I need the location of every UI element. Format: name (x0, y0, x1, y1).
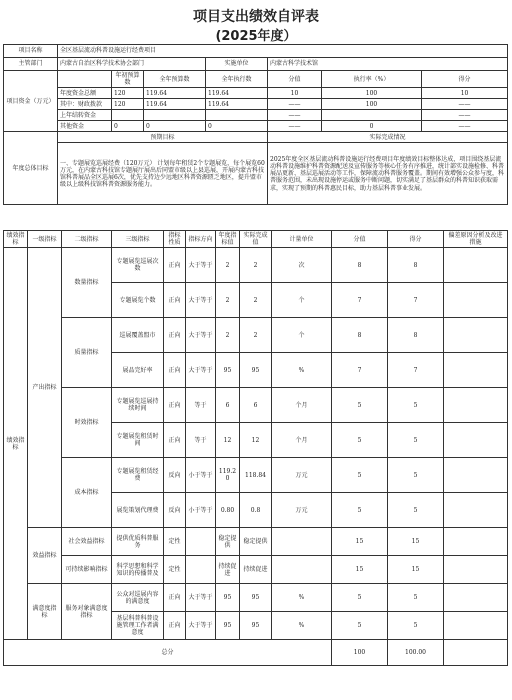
total-got: 100.00 (388, 640, 444, 666)
indicator-name: 专题展览个数 (112, 283, 164, 318)
indicator-got: 5 (388, 612, 444, 640)
indicator-name: 展览策划代理费 (112, 493, 164, 528)
indicator-reason (444, 423, 508, 458)
indicator-target: 稳定提供 (216, 528, 240, 556)
fund-cell: —— (268, 99, 322, 110)
col-lvl2: 二级指标 (62, 231, 112, 248)
indicator-nature: 正向 (164, 388, 186, 423)
indicator-direction: 大于等于 (186, 248, 216, 283)
indicator-reason (444, 493, 508, 528)
indicator-reason (444, 283, 508, 318)
col-full-exec: 全年执行数 (206, 71, 268, 88)
cat-perf: 绩效指标 (4, 248, 28, 640)
indicator-nature: 定性 (164, 556, 186, 584)
col-direction: 指标方向 (186, 231, 216, 248)
indicator-done: 2 (240, 283, 272, 318)
fund-cell: 10 (422, 88, 508, 99)
cat1-output: 产出指标 (28, 248, 62, 528)
indicator-nature: 正向 (164, 584, 186, 612)
label-project-name: 项目名称 (4, 45, 58, 58)
indicator-reason (444, 248, 508, 283)
indicator-nature: 正向 (164, 353, 186, 388)
cat2-time: 时效指标 (62, 388, 112, 458)
indicator-got: 7 (388, 353, 444, 388)
indicator-target: 12 (216, 423, 240, 458)
indicator-nature: 正向 (164, 318, 186, 353)
col-score-val: 分值 (268, 71, 322, 88)
col-full-budget: 全年预算数 (144, 71, 206, 88)
indicator-direction: 小于等于 (186, 493, 216, 528)
fund-cell: —— (268, 110, 322, 121)
col-lvl1: 一级指标 (28, 231, 62, 248)
indicator-pts: 7 (332, 283, 388, 318)
fund-cell (112, 110, 144, 121)
fund-cell: 120 (112, 88, 144, 99)
dept-value: 内蒙古自治区科学技术协会部门 (58, 58, 206, 71)
indicator-name: 展品完好率 (112, 353, 164, 388)
fund-cell: 120 (112, 99, 144, 110)
indicator-unit: % (272, 584, 332, 612)
indicator-pts: 5 (332, 458, 388, 493)
impl-value: 内蒙古科学技术馆 (268, 58, 508, 71)
indicator-got: 5 (388, 458, 444, 493)
indicator-nature: 正向 (164, 283, 186, 318)
col-lvl3: 三级指标 (112, 231, 164, 248)
indicator-got: 8 (388, 318, 444, 353)
cat2-cost: 成本指标 (62, 458, 112, 528)
indicator-pts: 15 (332, 556, 388, 584)
indicator-nature: 正向 (164, 248, 186, 283)
label-other: 其他资金 (58, 121, 112, 132)
indicator-unit: 个月 (272, 388, 332, 423)
indicator-unit: % (272, 353, 332, 388)
indicator-got: 15 (388, 528, 444, 556)
indicator-name: 巡展覆盖盟市 (112, 318, 164, 353)
label-fiscal: 其中：财政拨款 (58, 99, 112, 110)
indicator-done: 118.84 (240, 458, 272, 493)
indicator-unit: 个 (272, 283, 332, 318)
indicator-target: 6 (216, 388, 240, 423)
fund-cell (322, 110, 422, 121)
cat2-quality: 质量指标 (62, 318, 112, 388)
cat1-satisfaction: 满意度指标 (28, 584, 62, 640)
fund-cell: 0 (206, 121, 268, 132)
fund-cell: 119.64 (206, 88, 268, 99)
col-score: 得分 (422, 71, 508, 88)
project-name-value: 全区基层流动科普设施运行经费项目 (58, 45, 508, 58)
indicator-got: 5 (388, 493, 444, 528)
indicator-name: 提供优质科普服务 (112, 528, 164, 556)
col-perf: 绩效指标 (4, 231, 28, 248)
indicator-target: 2 (216, 248, 240, 283)
indicator-name: 专题展览巡展持续时间 (112, 388, 164, 423)
indicator-pts: 5 (332, 423, 388, 458)
indicator-name: 专题展览租赁时间 (112, 423, 164, 458)
cat2-sustain: 可持续影响指标 (62, 556, 112, 584)
col-done: 实际完成值 (240, 231, 272, 248)
indicator-reason (444, 556, 508, 584)
expected-header: 预期目标 (58, 132, 268, 143)
indicator-pts: 5 (332, 584, 388, 612)
indicator-direction: 大于等于 (186, 353, 216, 388)
indicator-nature: 定性 (164, 528, 186, 556)
cat2-social: 社会效益指标 (62, 528, 112, 556)
fund-cell: 119.64 (206, 99, 268, 110)
indicator-direction: 大于等于 (186, 283, 216, 318)
indicator-pts: 5 (332, 612, 388, 640)
fund-cell: —— (422, 110, 508, 121)
indicator-target: 2 (216, 283, 240, 318)
indicator-pts: 5 (332, 388, 388, 423)
label-fund: 项目资金（万元） (4, 71, 58, 132)
indicator-direction: 等于 (186, 423, 216, 458)
indicator-done: 0.8 (240, 493, 272, 528)
indicator-done: 稳定提供 (240, 528, 272, 556)
indicator-done: 95 (240, 584, 272, 612)
fund-cell: 0 (112, 121, 144, 132)
indicator-nature: 正向 (164, 423, 186, 458)
indicator-done: 6 (240, 388, 272, 423)
fund-cell (144, 110, 206, 121)
total-reason (444, 640, 508, 666)
indicator-direction: 小于等于 (186, 458, 216, 493)
col-unit: 计量单位 (272, 231, 332, 248)
indicator-done: 2 (240, 248, 272, 283)
actual-header: 实际完成情况 (268, 132, 508, 143)
indicator-target: 95 (216, 353, 240, 388)
indicator-pts: 7 (332, 353, 388, 388)
cat2-quantity: 数量指标 (62, 248, 112, 318)
indicator-got: 5 (388, 584, 444, 612)
cat2-service: 服务对象满意度指标 (62, 584, 112, 640)
indicator-direction (186, 528, 216, 556)
header-table (3, 44, 508, 205)
indicator-direction: 等于 (186, 388, 216, 423)
indicator-pts: 15 (332, 528, 388, 556)
indicator-reason (444, 584, 508, 612)
col-got: 得分 (388, 231, 444, 248)
indicator-target: 95 (216, 612, 240, 640)
indicator-done: 持续促进 (240, 556, 272, 584)
indicator-direction: 大于等于 (186, 584, 216, 612)
fund-cell: 0 (144, 121, 206, 132)
indicator-unit (272, 528, 332, 556)
cat1-effect: 效益指标 (28, 528, 62, 584)
label-total-fund: 年度资金总额 (58, 88, 112, 99)
indicator-pts: 8 (332, 248, 388, 283)
label-dept: 主管部门 (4, 58, 58, 71)
indicator-name: 专题展览巡展次数 (112, 248, 164, 283)
fund-cell: 100 (322, 99, 422, 110)
indicator-target: 119.20 (216, 458, 240, 493)
indicator-nature: 正向 (164, 612, 186, 640)
fund-cell: 0 (322, 121, 422, 132)
indicator-got: 8 (388, 248, 444, 283)
indicator-reason (444, 458, 508, 493)
indicator-reason (444, 612, 508, 640)
indicator-reason (444, 318, 508, 353)
indicator-direction: 大于等于 (186, 612, 216, 640)
page-title: 项目支出绩效自评表 (193, 9, 319, 25)
indicator-target: 95 (216, 584, 240, 612)
indicator-unit (272, 556, 332, 584)
fund-cell: 10 (268, 88, 322, 99)
indicator-target: 0.80 (216, 493, 240, 528)
expected-goal-text: 一、专题展览巡展经费（120万元） 计划每年租赁2个专题展览，每个展览60万元，在内蒙古科技馆专题展厅展出后同盟市级以上县巡展，开展内蒙古科技馆科普展品全区巡展6次，优先支持边少远地区科普资源匮乏地区，提升盟市级以上级科技馆科普资源服务能力。 (58, 143, 268, 205)
col-annual-budget: 年初预算数 (112, 71, 144, 88)
fund-cell: —— (422, 99, 508, 110)
indicator-nature: 反向 (164, 493, 186, 528)
indicator-unit: 个 (272, 318, 332, 353)
indicator-got: 7 (388, 283, 444, 318)
fund-cell: 119.64 (144, 99, 206, 110)
indicator-done: 2 (240, 318, 272, 353)
col-pts: 分值 (332, 231, 388, 248)
fund-cell: 100 (322, 88, 422, 99)
indicator-got: 5 (388, 388, 444, 423)
indicator-done: 12 (240, 423, 272, 458)
indicator-unit: % (272, 612, 332, 640)
label-carry: 上年结转资金 (58, 110, 112, 121)
indicator-reason (444, 528, 508, 556)
indicator-name: 公众对巡展内容的满意度 (112, 584, 164, 612)
indicator-got: 15 (388, 556, 444, 584)
indicator-direction (186, 556, 216, 584)
fund-cell: —— (422, 121, 508, 132)
total-label: 总分 (4, 640, 332, 666)
indicator-nature: 反向 (164, 458, 186, 493)
indicator-table (3, 230, 508, 666)
indicator-unit: 万元 (272, 493, 332, 528)
indicator-target: 持续促进 (216, 556, 240, 584)
fund-cell: 119.64 (144, 88, 206, 99)
col-nature: 指标性质 (164, 231, 186, 248)
indicator-name: 专题展览租赁经费 (112, 458, 164, 493)
indicator-reason (444, 353, 508, 388)
indicator-reason (444, 388, 508, 423)
actual-goal-text: 2025年度全区基层流动科普设施运行经费项目年度绩效目标整体达成，项目围绕基层流动科普设施维护科普资源配送及宣传服务等核心任务有序推进，统计部实设施检修、科普展品更新、基层巡展活动等工作，保障流动科普服务覆盖。期间有效增强公众参与度，科普服务范围，未出现设施停运或服务中断问题，切实满足了基层群众的科普知识获取需求，实现了预期的科普惠民目标，助力基层科普事业发展。 (268, 143, 508, 205)
indicator-direction: 大于等于 (186, 318, 216, 353)
col-target: 年度指标值 (216, 231, 240, 248)
page-subtitle: (2025年度） (215, 29, 297, 44)
indicator-pts: 8 (332, 318, 388, 353)
fund-cell: —— (268, 121, 322, 132)
indicator-done: 95 (240, 612, 272, 640)
label-impl: 实施单位 (206, 58, 268, 71)
col-reason: 偏差原因分析及改进措施 (444, 231, 508, 248)
indicator-pts: 5 (332, 493, 388, 528)
label-goal: 年度总体目标 (4, 132, 58, 205)
indicator-unit: 万元 (272, 458, 332, 493)
indicator-got: 5 (388, 423, 444, 458)
indicator-done: 95 (240, 353, 272, 388)
total-pts: 100 (332, 640, 388, 666)
indicator-name: 科学思想和科学知识的传播普及 (112, 556, 164, 584)
indicator-name: 基层科普科普设施管理工作者满意度 (112, 612, 164, 640)
fund-cell (206, 110, 268, 121)
indicator-unit: 个月 (272, 423, 332, 458)
col-exec-rate: 执行率（%） (322, 71, 422, 88)
indicator-target: 2 (216, 318, 240, 353)
indicator-unit: 次 (272, 248, 332, 283)
